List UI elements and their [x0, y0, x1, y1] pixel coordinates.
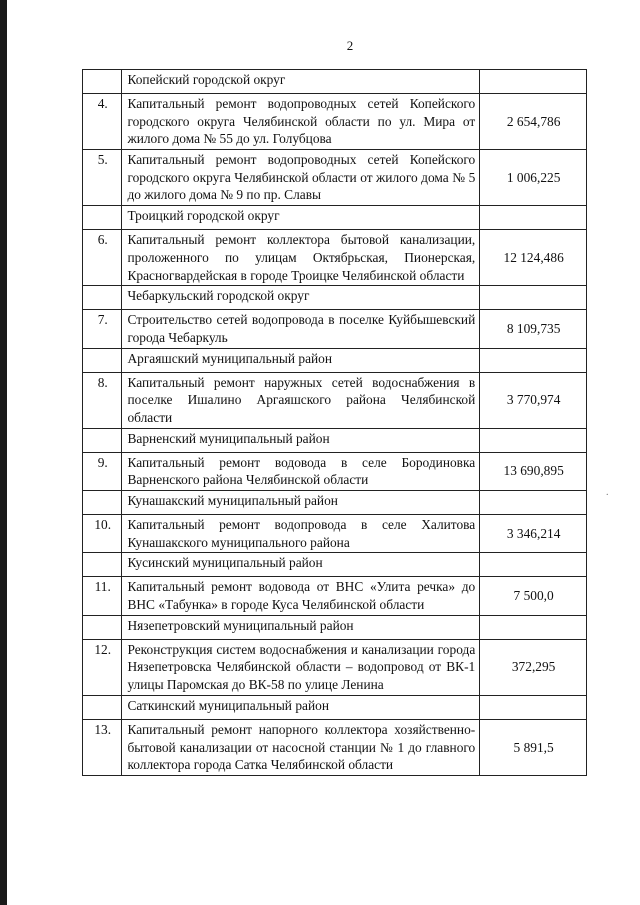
row-number-cell: 10.	[83, 515, 122, 553]
amount-cell	[480, 70, 587, 94]
section-name-cell: Чебаркульский городской округ	[122, 286, 480, 310]
project-row	[83, 230, 587, 286]
section-row	[83, 553, 587, 577]
amount-cell: 12 124,486	[480, 230, 587, 286]
row-number-cell: 11.	[83, 577, 122, 615]
amount-cell: 372,295	[480, 639, 587, 695]
amount-cell: 3 770,974	[480, 372, 587, 428]
section-name-cell: Копейский городской округ	[122, 70, 480, 94]
scan-mark: .	[606, 487, 609, 498]
row-number-cell	[83, 553, 122, 577]
row-number-cell: 5.	[83, 150, 122, 206]
section-row	[83, 206, 587, 230]
amount-cell	[480, 428, 587, 452]
section-name-cell: Аргаяшский муниципальный район	[122, 348, 480, 372]
section-name-cell: Троицкий городской округ	[122, 206, 480, 230]
row-number-cell	[83, 695, 122, 719]
amount-cell: 3 346,214	[480, 515, 587, 553]
row-number-cell	[83, 491, 122, 515]
amount-cell: 13 690,895	[480, 452, 587, 490]
project-name-cell: Капитальный ремонт напорного коллектора хозяйственно-бытовой канализации от насосной станции № 1 до главного коллектора города Сатка Челябинской области	[122, 719, 480, 775]
project-name-cell: Строительство сетей водопровода в поселке Куйбышевский города Чебаркуль	[122, 310, 480, 348]
row-number-cell	[83, 428, 122, 452]
row-number-cell: 4.	[83, 94, 122, 150]
row-number-cell: 6.	[83, 230, 122, 286]
row-number-cell: 8.	[83, 372, 122, 428]
row-number-cell: 7.	[83, 310, 122, 348]
row-number-cell	[83, 348, 122, 372]
amount-cell	[480, 553, 587, 577]
project-name-cell: Капитальный ремонт водопроводных сетей Копейского городского округа Челябинской области по ул. Мира от жилого дома № 55 до ул. Голубцова	[122, 94, 480, 150]
amount-cell: 2 654,786	[480, 94, 587, 150]
amount-cell	[480, 695, 587, 719]
amount-cell	[480, 615, 587, 639]
page-number: 2	[346, 38, 354, 53]
section-row	[83, 428, 587, 452]
section-name-cell: Варненский муниципальный район	[122, 428, 480, 452]
amount-cell: 8 109,735	[480, 310, 587, 348]
row-number-cell	[83, 70, 122, 94]
row-number-cell	[83, 615, 122, 639]
section-name-cell: Кунашакский муниципальный район	[122, 491, 480, 515]
project-row	[83, 150, 587, 206]
section-row	[83, 695, 587, 719]
project-name-cell: Капитальный ремонт водопровода в селе Халитова Кунашакского муниципального района	[122, 515, 480, 553]
amount-cell: 5 891,5	[480, 719, 587, 775]
section-row	[83, 70, 587, 94]
row-number-cell: 12.	[83, 639, 122, 695]
row-number-cell	[83, 286, 122, 310]
row-number-cell: 13.	[83, 719, 122, 775]
project-row	[83, 310, 587, 348]
row-number-cell: 9.	[83, 452, 122, 490]
project-name-cell: Реконструкция систем водоснабжения и канализации города Нязепетровска Челябинской области – водопровод от ВК-1 улицы Паромская до ВК-58 по улице Ленина	[122, 639, 480, 695]
project-row	[83, 639, 587, 695]
project-row	[83, 372, 587, 428]
section-row	[83, 348, 587, 372]
project-name-cell: Капитальный ремонт коллектора бытовой канализации, проложенного по улицам Октябрьская, Пионерская, Красногвардейская в городе Троицке Челябинской области	[122, 230, 480, 286]
amount-cell	[480, 286, 587, 310]
project-name-cell: Капитальный ремонт наружных сетей водоснабжения в поселке Ишалино Аргаяшского района Челябинской области	[122, 372, 480, 428]
section-row	[83, 286, 587, 310]
project-row	[83, 515, 587, 553]
projects-table	[82, 69, 587, 776]
amount-cell	[480, 206, 587, 230]
section-row	[83, 615, 587, 639]
project-row	[83, 719, 587, 775]
project-row	[83, 577, 587, 615]
amount-cell: 1 006,225	[480, 150, 587, 206]
project-row	[83, 452, 587, 490]
amount-cell	[480, 348, 587, 372]
project-name-cell: Капитальный ремонт водовода в селе Бородиновка Варненского района Челябинской области	[122, 452, 480, 490]
project-name-cell: Капитальный ремонт водовода от ВНС «Улита речка» до ВНС «Табунка» в городе Куса Челябинской области	[122, 577, 480, 615]
row-number-cell	[83, 206, 122, 230]
section-name-cell: Кусинский муниципальный район	[122, 553, 480, 577]
section-row	[83, 491, 587, 515]
scan-left-edge	[0, 0, 7, 905]
amount-cell	[480, 491, 587, 515]
section-name-cell: Нязепетровский муниципальный район	[122, 615, 480, 639]
amount-cell: 7 500,0	[480, 577, 587, 615]
project-row	[83, 94, 587, 150]
project-name-cell: Капитальный ремонт водопроводных сетей Копейского городского округа Челябинской области от жилого дома № 5 до жилого дома № 9 по пр. Славы	[122, 150, 480, 206]
section-name-cell: Саткинский муниципальный район	[122, 695, 480, 719]
projects-table-body	[83, 70, 587, 776]
